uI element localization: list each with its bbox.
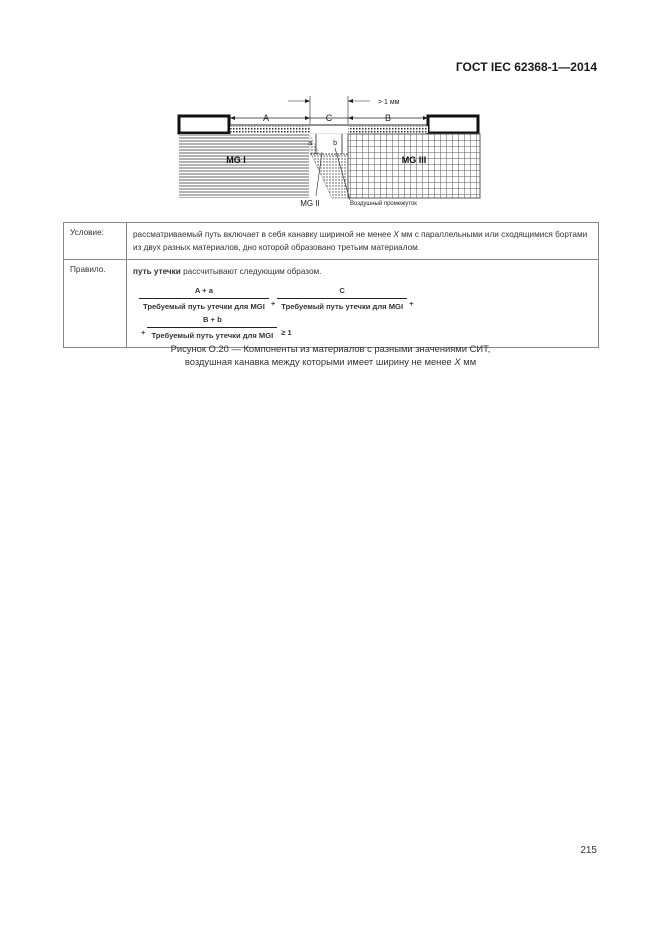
document-standard-header: ГОСТ IEC 62368-1—2014 (455, 60, 597, 74)
mg1-block (179, 134, 309, 198)
figure-o20 (170, 92, 490, 214)
small-a-label: a (308, 140, 312, 147)
mg2-label: MG II (300, 199, 320, 208)
table-row-condition (64, 223, 599, 260)
condition-text: рассматриваемый путь включает в себя канавку шириной не менее X мм с параллельными или сходящимися бортами из двух разных материалов, дно которой образовано третьим материалом. (127, 223, 599, 260)
mg1-label: MG I (226, 155, 246, 165)
dim-b-label: B (384, 113, 392, 123)
fraction-1: $\frac{A + a}{\text{Требуемый путь утечки для MGI}}$ (139, 284, 269, 313)
right-conductor (428, 116, 478, 133)
creepage-diagram (170, 92, 490, 214)
rule-text: путь утечки рассчитывают следующим образом. (133, 267, 322, 276)
table-row-rule (64, 260, 599, 348)
dim-a-label: A (262, 113, 270, 123)
dim-c-label: C (325, 113, 333, 123)
rule-label: Правило. (64, 260, 127, 348)
creepage-formula: $\frac{A + a}{\text{Требуемый путь утечки для MGI}}$ + $\frac{C}{\text{Требуемый путь утечки для MGI}}$ + + $\frac{B + b}{\text{Требуемый путь утечки для MGI}}$ ≥ 1 (141, 286, 414, 340)
surface-strip-right (348, 126, 428, 133)
small-b-label: b (333, 140, 337, 147)
surface-strip-left (230, 126, 310, 133)
air-gap-label: Воздушный промежуток (350, 201, 417, 207)
condition-label: Условие: (64, 223, 127, 260)
mg3-label: MG III (401, 155, 427, 165)
page-number: 215 (580, 845, 597, 856)
fraction-3: $\frac{B + b}{\text{Требуемый путь утечки для MGI}}$ (147, 313, 277, 342)
figure-caption: Рисунок О.20 — Компоненты из материалов с разными значениями СИТ, воздушная канавка между которыми имеет ширину не менее X мм (170, 343, 491, 367)
fraction-2: $\frac{C}{\text{Требуемый путь утечки для MGI}}$ (277, 284, 407, 313)
mg3-block (348, 134, 480, 198)
rule-cell (127, 260, 599, 348)
condition-rule-table (63, 222, 599, 348)
left-conductor (179, 116, 229, 133)
dim-x-label: > 1 мм (378, 99, 400, 106)
